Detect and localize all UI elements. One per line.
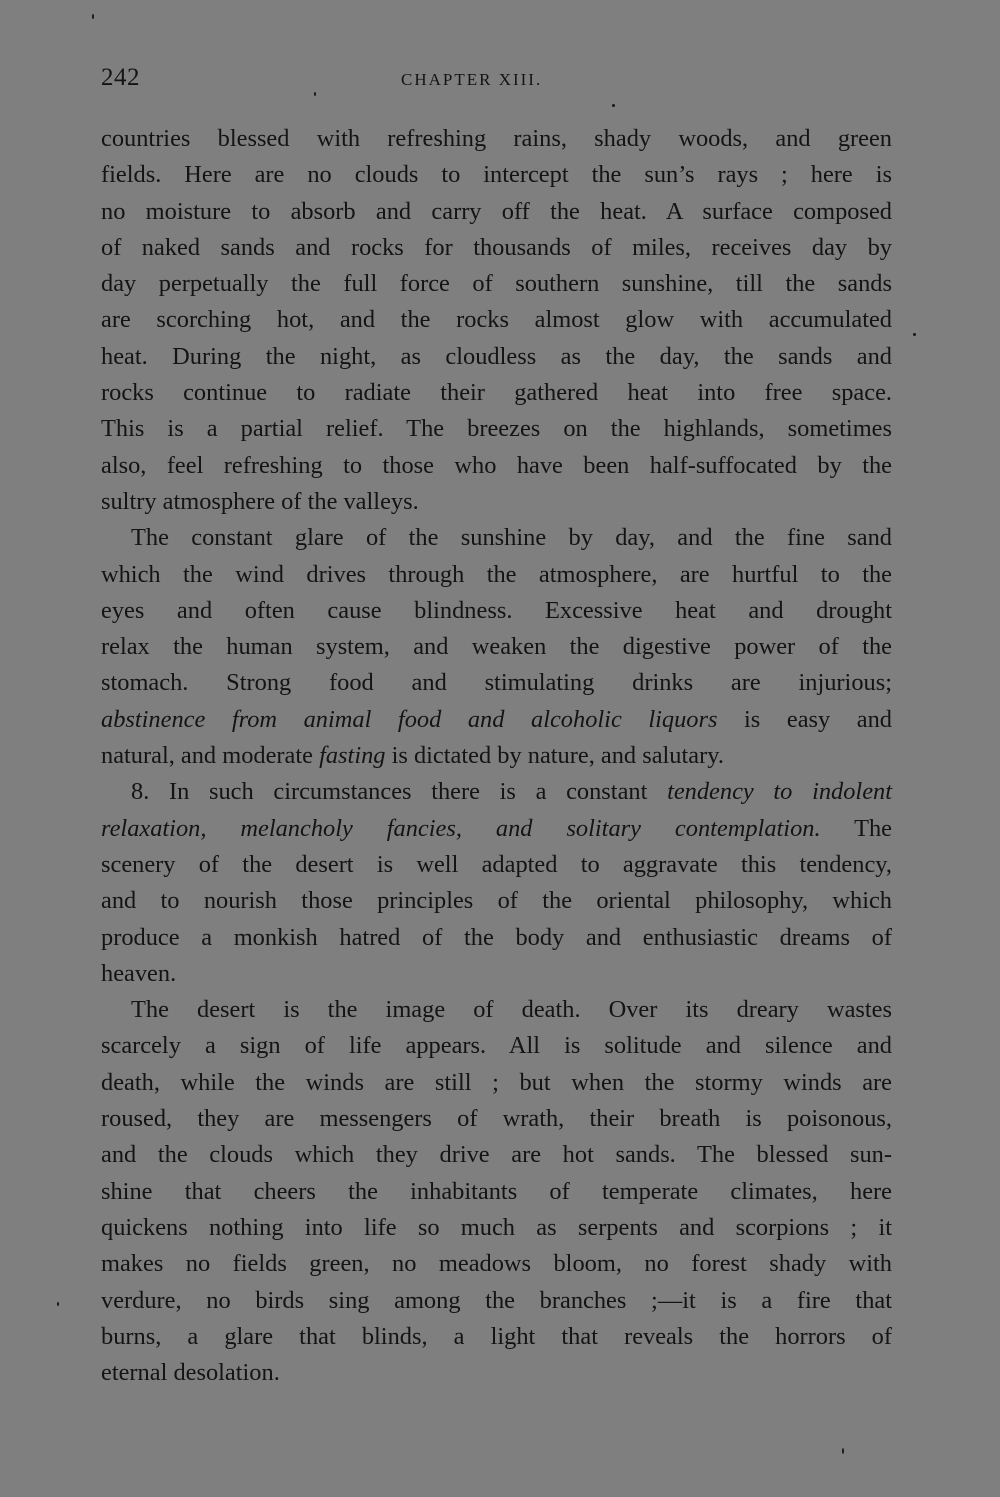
text-run: countries blessed with refreshing rains, shady woods, and green [101, 125, 892, 152]
italic-text: fasting [319, 742, 386, 770]
paragraph-3 [101, 774, 892, 992]
scan-speck [842, 1448, 844, 1454]
text-run: also, feel refreshing to those who have been half-suffocated by the [101, 451, 892, 479]
text-run: rocks continue to radiate their gathered heat into free space. [101, 379, 892, 407]
text-line [101, 1137, 892, 1173]
text-line [101, 956, 892, 992]
text-line [101, 1355, 892, 1391]
text-line [101, 629, 892, 665]
text-run: The desert is the image of death. Over its dreary wastes [131, 996, 892, 1024]
body-text [101, 121, 892, 1391]
text-run: roused, they are messengers of wrath, their breath is poisonous, [101, 1105, 892, 1133]
text-line [101, 1101, 892, 1137]
paragraph-4 [101, 992, 892, 1391]
text-line [101, 738, 892, 774]
text-run: produce a monkish hatred of the body and enthusiastic dreams of [101, 923, 892, 951]
text-run: no moisture to absorb and carry off the heat. A surface composed [101, 197, 892, 225]
text-line [101, 484, 892, 520]
text-run: and the clouds which they drive are hot sands. The blessed sun- [101, 1141, 892, 1169]
text-line [101, 593, 892, 629]
text-line [101, 774, 892, 810]
text-run: heaven. [101, 959, 177, 987]
text-run: sultry atmosphere of the valleys. [101, 487, 419, 515]
text-run: makes no fields green, no meadows bloom, no forest shady with [101, 1250, 892, 1278]
text-line [101, 375, 892, 411]
text-line [101, 883, 892, 919]
scan-speck [314, 92, 316, 96]
text-line [101, 121, 892, 157]
text-line [101, 266, 892, 302]
page-number: 242 [101, 64, 140, 91]
text-run: shine that cheers the inhabitants of temperate climates, here [101, 1177, 892, 1205]
text-run: eternal desolation. [101, 1359, 280, 1387]
text-line [101, 557, 892, 593]
scan-speck [57, 1302, 59, 1306]
text-line [101, 157, 892, 193]
text-run: scenery of the desert is well adapted to aggravate this tendency, [101, 850, 892, 878]
text-line [101, 702, 892, 738]
text-run: is dictated by nature, and salutary. [385, 742, 724, 770]
paragraph-1 [101, 121, 892, 520]
paragraph-2 [101, 520, 892, 774]
text-run: are scorching hot, and the rocks almost glow with accumulated [101, 306, 892, 334]
text-run: burns, a glare that blinds, a light that reveals the horrors of [101, 1322, 892, 1350]
text-run: quickens nothing into life so much as serpents and scorpions ; it [101, 1213, 892, 1241]
text-line [101, 920, 892, 956]
italic-text: abstinence from animal food and alcoholic liquors [101, 705, 718, 733]
text-run: which the wind drives through the atmosphere, are hurtful to the [101, 560, 892, 588]
text-line [101, 194, 892, 230]
text-line [101, 448, 892, 484]
text-run: stomach. Strong food and stimulating drinks are injurious; [101, 669, 892, 697]
text-line [101, 1246, 892, 1282]
text-run: scarcely a sign of life appears. All is solitude and silence and [101, 1032, 892, 1060]
text-line [101, 411, 892, 447]
text-line [101, 1319, 892, 1355]
chapter-title: CHAPTER XIII. [401, 70, 543, 89]
text-run: of naked sands and rocks for thousands of miles, receives day by [101, 233, 892, 261]
text-run: day perpetually the full force of southern sunshine, till the sands [101, 270, 892, 298]
text-line [101, 1174, 892, 1210]
text-line [101, 1065, 892, 1101]
text-run: verdure, no birds sing among the branches ;—it is a fire that [101, 1286, 892, 1314]
text-run: The [820, 814, 892, 842]
text-run: eyes and often cause blindness. Excessive heat and drought [101, 596, 892, 624]
text-line [101, 1210, 892, 1246]
scan-speck [92, 14, 94, 19]
italic-text: tendency to indolent [667, 778, 893, 806]
text-run: death, while the winds are still ; but when the stormy winds are [101, 1068, 892, 1096]
text-line [101, 847, 892, 883]
text-run: relax the human system, and weaken the digestive power of the [101, 633, 892, 661]
text-line [101, 339, 892, 375]
scan-speck [612, 104, 615, 107]
text-run: heat. During the night, as cloudless as the day, the sands and [101, 342, 892, 370]
text-run: and to nourish those principles of the oriental philosophy, which [101, 887, 892, 915]
text-line [101, 665, 892, 701]
text-line [101, 302, 892, 338]
text-run: natural, and moderate [101, 742, 320, 770]
text-line [101, 1283, 892, 1319]
text-run: 8. In such circumstances there is a constant [131, 778, 668, 806]
text-line [101, 992, 892, 1028]
scan-speck [913, 333, 916, 336]
text-run: is easy and [717, 705, 892, 733]
text-run: This is a partial relief. The breezes on the highlands, sometimes [101, 415, 892, 443]
text-line [101, 230, 892, 266]
running-header [101, 64, 895, 100]
text-line [101, 520, 892, 556]
text-line [101, 1028, 892, 1064]
text-run: fields. Here are no clouds to intercept the sun’s rays ; here is [101, 161, 892, 189]
text-line [101, 811, 892, 847]
italic-text: relaxation, melancholy fancies, and solitary contemplation. [101, 814, 821, 842]
text-run: The constant glare of the sunshine by day, and the fine sand [131, 524, 892, 552]
